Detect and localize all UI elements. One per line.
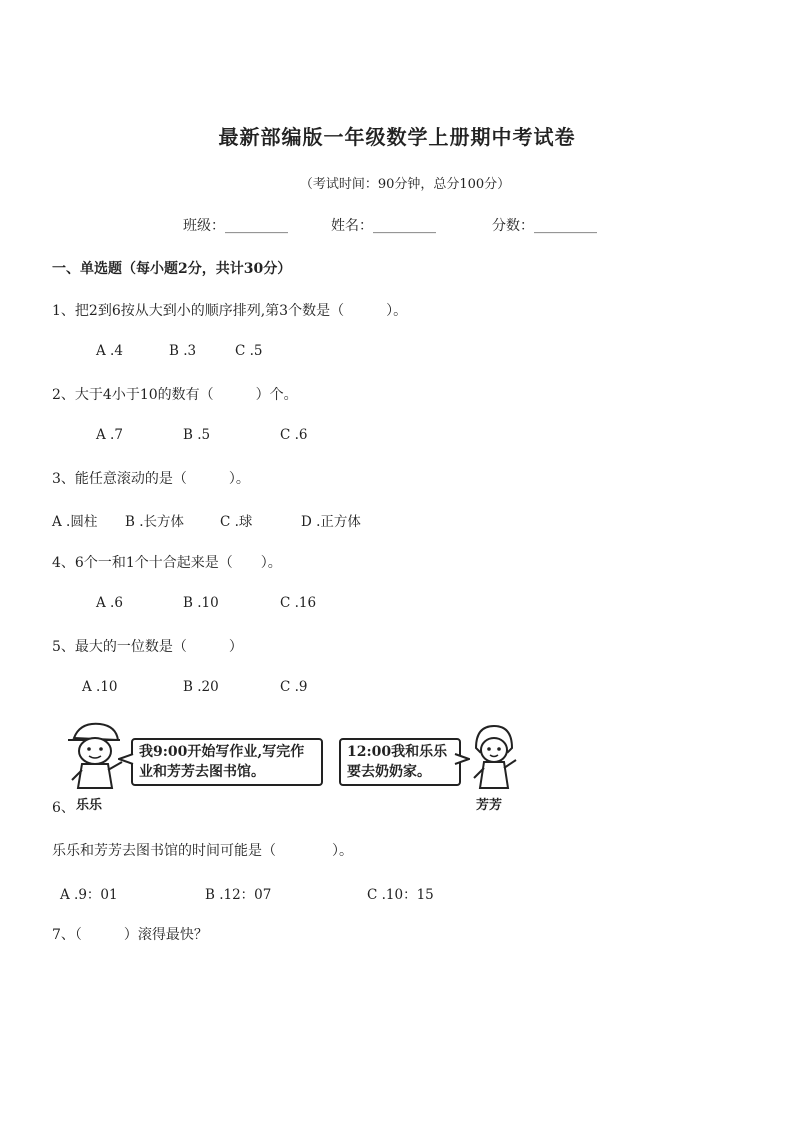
lele-name-label: 乐乐 <box>76 798 103 813</box>
q4-option-a[interactable]: A .6 <box>96 595 123 611</box>
q3-option-a[interactable]: A .圆柱 <box>52 514 98 530</box>
q3-option-d[interactable]: D .正方体 <box>301 514 361 530</box>
question-4: 4、6个一和1个十合起来是（ ）。 <box>52 555 282 571</box>
q2-option-c[interactable]: C .6 <box>280 427 308 443</box>
question-6: 6、 <box>52 800 75 816</box>
q3-option-b[interactable]: B .长方体 <box>125 514 185 530</box>
exam-duration-note: （考试时间：90分钟，总分100分） <box>299 177 511 192</box>
score-field[interactable]: 分数：_________ <box>492 218 597 234</box>
q2-option-a[interactable]: A .7 <box>96 427 123 443</box>
q6-option-c[interactable]: C .10：15 <box>367 887 434 903</box>
lele-speech-bubble: 我9:00开始写作业,写完作业和芳芳去图书馆。 <box>131 738 323 786</box>
question-7: 7、（ ）滚得最快？ <box>52 927 208 943</box>
girl-fangfang-illustration <box>466 722 522 792</box>
question-6-text: 乐乐和芳芳去图书馆的时间可能是（ ）。 <box>52 843 353 859</box>
q5-option-a[interactable]: A .10 <box>82 679 118 695</box>
name-field[interactable]: 姓名：_________ <box>331 218 436 234</box>
q1-option-c[interactable]: C .5 <box>235 343 263 359</box>
q1-option-b[interactable]: B .3 <box>169 343 197 359</box>
q5-option-b[interactable]: B .20 <box>183 679 219 695</box>
question-2: 2、大于4小于10的数有（ ）个。 <box>52 387 298 403</box>
q6-option-a[interactable]: A .9：01 <box>60 887 118 903</box>
question-1: 1、把2到6按从大到小的顺序排列,第3个数是（ ）。 <box>52 303 408 319</box>
class-field[interactable]: 班级：_________ <box>183 218 288 234</box>
fangfang-speech-bubble: 12:00我和乐乐要去奶奶家。 <box>339 738 461 786</box>
bubble-tail-left-icon <box>118 752 134 766</box>
question-5: 5、最大的一位数是（ ） <box>52 639 243 655</box>
q6-option-b[interactable]: B .12：07 <box>205 887 272 903</box>
q3-option-c[interactable]: C .球 <box>220 514 253 530</box>
q4-option-c[interactable]: C .16 <box>280 595 317 611</box>
q1-option-a[interactable]: A .4 <box>96 343 123 359</box>
page-title: 最新部编版一年级数学上册期中考试卷 <box>218 125 576 149</box>
section-heading: 一、单选题（每小题2分，共计30分） <box>52 261 292 277</box>
q5-option-c[interactable]: C .9 <box>280 679 308 695</box>
question-3: 3、能任意滚动的是（ ）。 <box>52 471 250 487</box>
fangfang-name-label: 芳芳 <box>476 798 503 813</box>
q4-option-b[interactable]: B .10 <box>183 595 219 611</box>
q2-option-b[interactable]: B .5 <box>183 427 211 443</box>
